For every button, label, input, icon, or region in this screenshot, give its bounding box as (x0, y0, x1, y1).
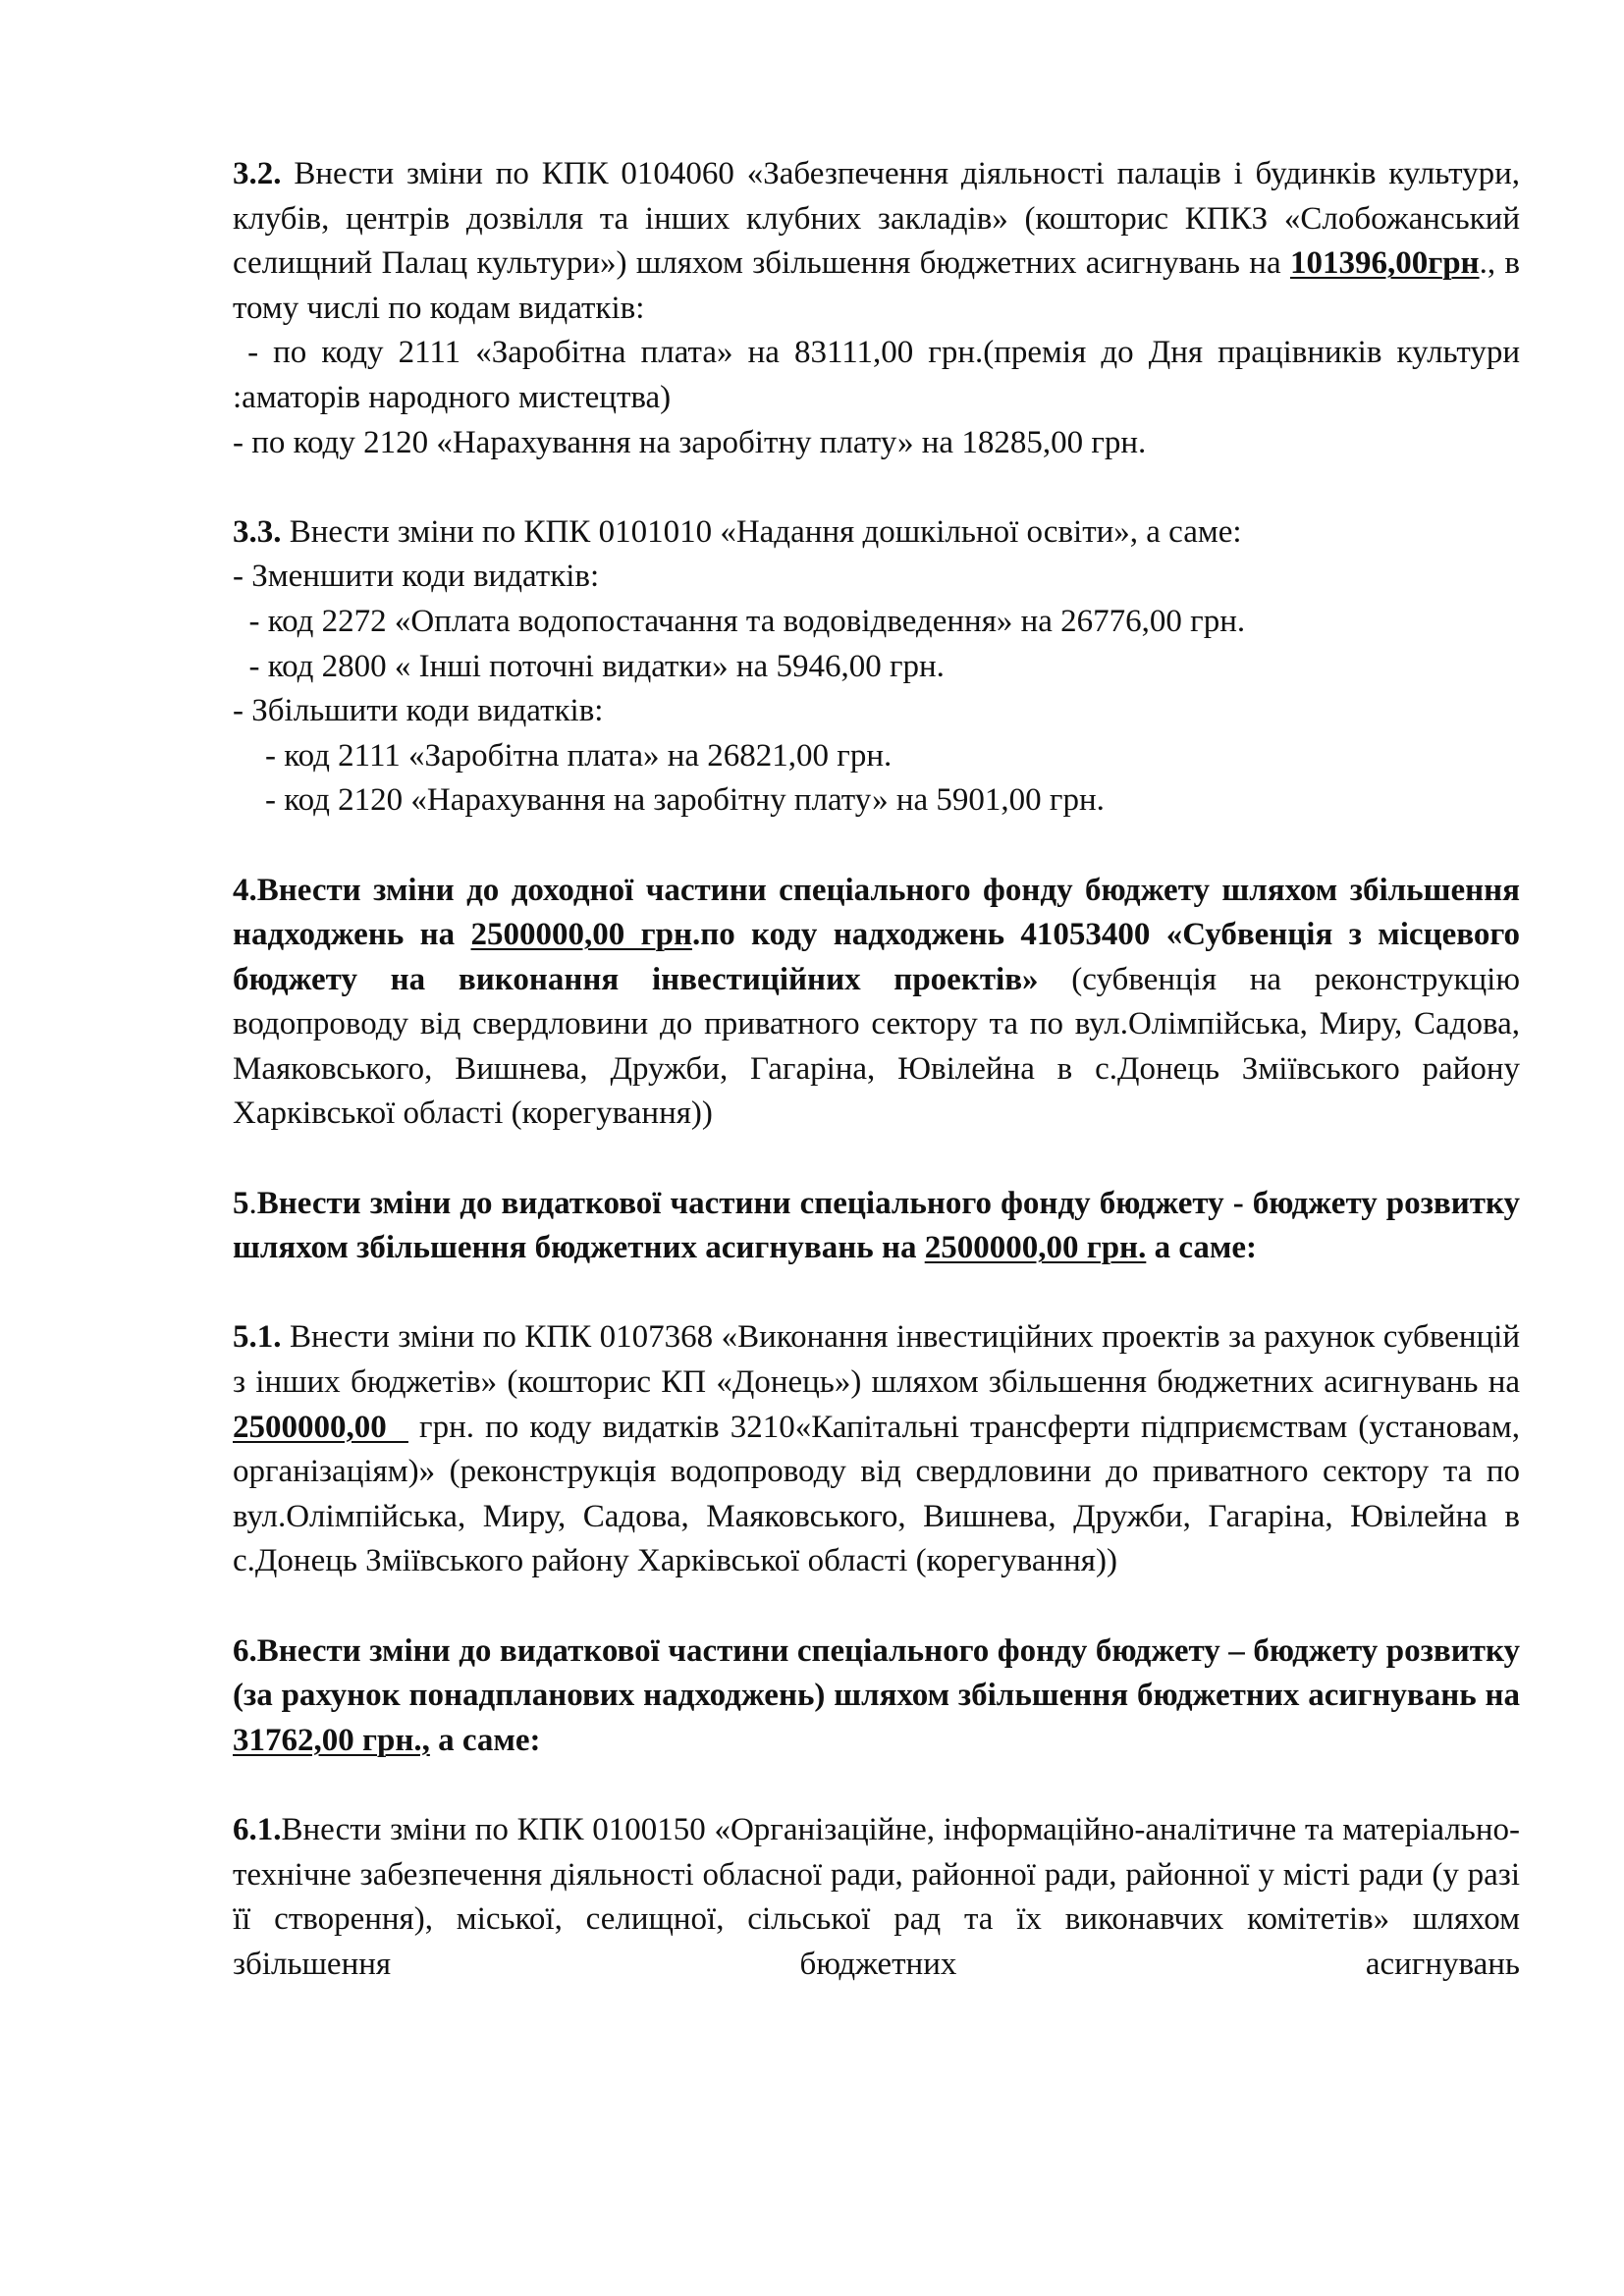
section-heading-text: Внести зміни до видаткової частини спеціального фонду бюджету - бюджету розвитку шляхом збільшення бюджетних асигнувань на (233, 1185, 1520, 1266)
section-heading-text: а саме: (1146, 1230, 1257, 1266)
section-text: Внести зміни по КПК 0101010 «Надання дошкільної освіти», а саме: (281, 513, 1242, 550)
amount-text: 101396,00грн (1289, 245, 1480, 282)
section-text: Внести зміни по КПК 0107368 «Виконання інвестиційних проектів за рахунок субвенцій з інших бюджетів» (кошторис КП «Донець») шляхом збільшення бюджетних асигнувань на (233, 1319, 1520, 1401)
section-5-paragraph (233, 1182, 1520, 1271)
section-3-3 (233, 510, 1520, 824)
expense-line: - код 2272 «Оплата водопостачання та водовідведення» на 26776,00 грн. (233, 603, 1246, 639)
section-text: ., в тому числі по кодам видатків: (233, 245, 1520, 326)
section-6-1-paragraph (233, 1808, 1520, 1987)
section-number: 5.1. (233, 1319, 282, 1356)
section-4-paragraph (233, 869, 1520, 1138)
section-5-1 (233, 1315, 1520, 1584)
document-body (233, 152, 1529, 2032)
section-number-dot: . (248, 1185, 257, 1221)
section-6 (233, 1629, 1520, 1764)
section-6-1 (233, 1808, 1520, 1987)
amount-text: 2500000,00 (233, 1409, 408, 1445)
section-heading-text: 6.Внести зміни до видаткової частини спеціального фонду бюджету – бюджету розвитку (за рахунок понадпланових надходжень) шляхом збільшення бюджетних асигнувань на (233, 1632, 1520, 1714)
section-4 (233, 869, 1520, 1138)
amount-text: 2500000,00 грн. (924, 1230, 1147, 1266)
section-text: грн. по коду видатків 3210«Капітальні трансферти підприємствам (установам, організаціям)» (реконструкція водопроводу від свердловини до приватного сектору та по вул.Олімпійська, Миру, Садова, Маяковського, Вишнева, Дружби, Гагаріна, Ювілейна в с.Донець Зміївського району Харківської області (корегування)) (233, 1409, 1520, 1579)
expense-line: - код 2800 « Інші поточні видатки» на 5946,00 грн. (233, 648, 945, 684)
decrease-title: - Зменшити коди видатків: (233, 559, 600, 595)
amount-text: 31762,00 грн., (233, 1722, 430, 1758)
section-5-1-paragraph (233, 1315, 1520, 1584)
section-heading-text: 4.Внести зміни до доходної частини спеціального фонду бюджету шляхом збільшення надходжень на (233, 872, 1520, 953)
section-text: Внести зміни по КПК 0100150 «Організаційне, інформаційно-аналітичне та матеріально-технічне забезпечення діяльності обласної ради, районної ради, районної у місті ради (у разі її створення), міської, селищної, сільської рад та їх виконавчих комітетів» шляхом збільшення бюджетних асигнувань (233, 1811, 1520, 1982)
section-number: 3.2. (233, 156, 282, 191)
expense-line: - код 2111 «Заробітна плата» на 26821,00 грн. (233, 737, 893, 774)
section-text: Внести зміни по КПК 0104060 «Забезпечення діяльності палаців і будинків культури, клубів, центрів дозвілля та інших клубних закладів» (кошторис КПКЗ «Слобожанський селищний Палац культури») шляхом збільшення бюджетних асигнувань на (233, 156, 1520, 282)
expense-line: - по коду 2120 «Нарахування на заробітну плату» на 18285,00 грн. (233, 424, 1147, 460)
section-6-paragraph (233, 1629, 1520, 1764)
section-heading-text: .по коду надходжень 41053400 «Субвенція з місцевого бюджету на виконання інвестиційних проектів» (233, 917, 1521, 997)
section-3-2 (233, 152, 1529, 465)
section-number: 6.1. (233, 1811, 282, 1847)
section-3-3-paragraph (233, 510, 1520, 556)
amount-text: 2500000,00 грн (470, 917, 692, 953)
section-3-2-paragraph (233, 152, 1520, 331)
section-number: 3.3. (233, 513, 282, 550)
increase-title: - Збільшити коди видатків: (233, 693, 604, 729)
section-heading-text: а саме: (429, 1722, 541, 1758)
section-5 (233, 1182, 1520, 1271)
expense-line: - код 2120 «Нарахування на заробітну плату» на 5901,00 грн. (233, 782, 1105, 819)
expense-line: - по коду 2111 «Заробітна плата» на 83111,00 грн.(премія до Дня працівників культури :аматорів народного мистецтва) (233, 335, 1529, 415)
section-number: 5 (233, 1185, 249, 1221)
section-text: (субвенція на реконструкцію водопроводу від свердловини до приватного сектору та по вул.Олімпійська, Миру, Садова, Маяковського, Вишнева, Дружби, Гагаріна, Ювілейна в с.Донець Зміївського району Харківської області (корегування)) (233, 961, 1521, 1132)
